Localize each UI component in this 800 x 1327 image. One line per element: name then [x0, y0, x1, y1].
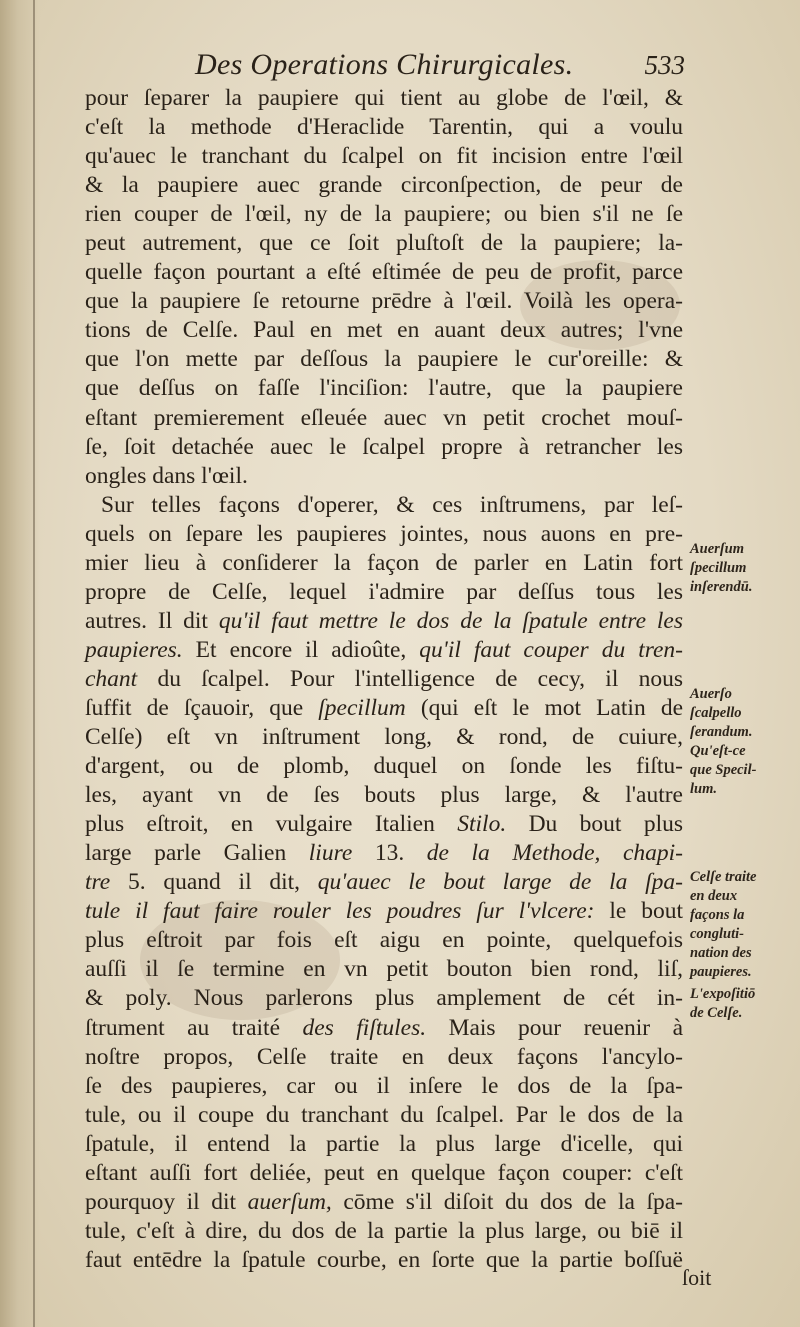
text-segment: les, ayant vn de ſes bouts plus large, & l'autre — [85, 782, 683, 809]
text-segment: eſtant premierement eſleuée auec vn petit crochet mouſ- — [85, 404, 683, 431]
text-segment: tule, c'eſt à dire, du dos de la partie la plus large, ou biē il — [85, 1217, 683, 1244]
margin-note-line: paupieres. — [690, 964, 752, 980]
running-title: Des Operations Chirurgicales. — [195, 48, 574, 81]
main-text-block — [85, 84, 683, 1275]
margin-note-auersum — [690, 540, 800, 597]
text-line — [85, 665, 683, 694]
catchword: ſoit — [682, 1265, 712, 1290]
margin-note-line: nation des — [690, 945, 752, 961]
text-line — [85, 781, 683, 810]
margin-note-line: ſerandum. — [690, 724, 753, 740]
text-line — [85, 84, 683, 113]
italic-segment: Stilo. — [457, 811, 507, 838]
text-segment: d'argent, ou de plomb, duquel on ſonde les fiſtu- — [85, 753, 683, 780]
text-segment: tions de Celſe. Paul en met en auant deux autres; l'vne — [85, 317, 683, 344]
text-segment: 13. — [352, 840, 427, 867]
text-segment: cōme s'il diſoit du dos de la ſpa- — [331, 1188, 683, 1215]
page-edge-line — [33, 0, 35, 1327]
text-segment: plus eſtroit, en vulgaire Italien — [85, 811, 458, 838]
text-segment: rien couper de l'œil, ny de la paupiere; ou bien s'il ne ſe — [85, 201, 683, 228]
italic-segment: liure — [308, 840, 353, 867]
text-line — [85, 578, 683, 607]
text-segment: qu'auec le tranchant du ſcalpel on fit incision entre l'œil — [85, 143, 683, 170]
margin-note-line: lum. — [690, 781, 717, 797]
text-segment: ſpatule, il entend la partie la plus large d'icelle, qui — [85, 1130, 683, 1157]
text-line — [85, 1043, 683, 1072]
text-segment: mier lieu à conſiderer la façon de parler en Latin fort — [85, 549, 683, 576]
text-segment: Sur telles façons d'operer, & ces inſtrumens, par leſ- — [101, 491, 683, 518]
italic-segment: qu'il faut mettre le dos de la ſpatule entre les — [218, 607, 683, 634]
margin-note-line: Auerſo — [690, 686, 732, 702]
text-segment: peut autrement, que ce ſoit pluſtoſt de la paupiere; la- — [85, 230, 683, 257]
margin-note-line: ſcalpello — [690, 705, 742, 721]
text-segment: auſſi il ſe termine en vn petit bouton bien rond, liſ, — [85, 956, 683, 983]
text-line — [85, 1217, 683, 1246]
italic-segment: paupieres. — [85, 636, 183, 663]
text-line — [85, 229, 683, 258]
text-line — [85, 1246, 683, 1275]
text-line — [85, 462, 683, 491]
margin-note-line: L'expoſitiō — [690, 986, 756, 1002]
text-segment: que la paupiere ſe retourne prēdre à l'œil. Voilà les opera- — [85, 288, 683, 315]
italic-segment: des fiſtules. — [302, 1014, 427, 1041]
text-line — [85, 636, 683, 665]
text-line — [85, 374, 683, 403]
text-segment: que deſſus on faſſe l'inciſion: l'autre, que la paupiere — [85, 375, 683, 402]
margin-note-line: inſerendū. — [690, 579, 753, 595]
text-segment: plus eſtroit par fois eſt aigu en pointe, quelquefois — [85, 927, 683, 954]
margin-note-line: Celſe traite — [690, 869, 757, 885]
italic-segment: tule il faut faire rouler les poudres ſur l'vlcere: — [85, 898, 595, 925]
text-line — [85, 897, 683, 926]
text-segment: ſe, ſoit detachée auec le ſcalpel propre à retrancher les — [85, 433, 683, 460]
text-line — [85, 171, 683, 200]
italic-segment: de la Methode, chapi- — [426, 840, 683, 867]
margin-note-line: que Specil- — [690, 762, 757, 778]
text-segment: le bout — [594, 898, 683, 925]
margin-note-line: de Celſe. — [690, 1005, 743, 1021]
italic-segment: qu'auec le bout large de la ſpa- — [317, 869, 683, 896]
italic-segment: qu'il faut couper du tren- — [419, 636, 683, 663]
text-line — [85, 839, 683, 868]
text-segment: pourquoy il dit — [85, 1188, 248, 1215]
margin-note-exposition — [690, 985, 800, 1023]
text-line — [85, 491, 683, 520]
margin-note-line: façons la — [690, 907, 745, 923]
text-line — [85, 345, 683, 374]
italic-segment: tre — [85, 869, 111, 896]
text-line — [85, 984, 683, 1013]
text-segment: ongles dans l'œil. — [85, 462, 248, 489]
margin-note-celse-traite — [690, 868, 800, 982]
text-line — [85, 200, 683, 229]
margin-note-line: en deux — [690, 888, 738, 904]
text-segment: que l'on mette par deſſous la paupiere le cur'oreille: & — [85, 346, 683, 373]
margin-note-auerso-scalpello — [690, 685, 800, 799]
text-segment: 5. quand il dit, — [110, 869, 318, 896]
text-segment: Et encore il adioûte, — [182, 636, 420, 663]
text-segment: pour ſeparer la paupiere qui tient au globe de l'œil, & — [85, 85, 683, 111]
margin-note-line: congluti- — [690, 926, 744, 942]
text-segment: ſuffit de ſçauoir, que — [85, 694, 319, 721]
text-line — [85, 1130, 683, 1159]
text-line — [85, 1188, 683, 1217]
margin-note-line: ſpecillum — [690, 560, 747, 576]
text-line — [85, 1101, 683, 1130]
text-line — [85, 520, 683, 549]
text-line — [85, 752, 683, 781]
text-line — [85, 1014, 683, 1043]
italic-segment: auerſum, — [247, 1188, 332, 1215]
text-segment: c'eſt la methode d'Heraclide Tarentin, qui a voulu — [85, 114, 683, 141]
margin-note-line: Qu'eſt-ce — [690, 743, 746, 759]
text-segment: tule, ou il coupe du tranchant du ſcalpel. Par le dos de la — [85, 1101, 683, 1128]
text-line — [85, 723, 683, 752]
text-line — [85, 258, 683, 287]
text-line — [85, 694, 683, 723]
text-segment: large parle Galien — [85, 840, 309, 867]
text-line — [85, 404, 683, 433]
text-line — [85, 433, 683, 462]
text-line — [85, 868, 683, 897]
text-segment: propre de Celſe, lequel i'admire par deſſus tous les — [85, 578, 683, 605]
text-line — [85, 1159, 683, 1188]
text-segment: faut entēdre la ſpatule courbe, en ſorte que la partie boſſuë — [85, 1246, 683, 1273]
text-segment: ſe des paupieres, car ou il inſere le dos de la ſpa- — [85, 1072, 683, 1099]
text-segment: autres. Il dit — [85, 607, 219, 634]
page-number: 533 — [644, 50, 685, 80]
text-segment: Celſe) eſt vn inſtrument long, & rond, de cuiure, — [85, 724, 683, 751]
margin-note-line: Auerſum — [690, 541, 744, 557]
text-line — [85, 926, 683, 955]
text-line — [85, 287, 683, 316]
text-segment: eſtant auſſi fort deliée, peut en quelque façon couper: c'eſt — [85, 1159, 683, 1186]
text-segment: du ſcalpel. Pour l'intelligence de cecy, il nous — [137, 665, 683, 692]
page-header — [195, 48, 685, 88]
text-line — [85, 549, 683, 578]
text-segment: quels on ſepare les paupieres jointes, nous auons en pre- — [85, 520, 683, 547]
text-line — [85, 113, 683, 142]
text-segment: ſtrument au traité — [85, 1014, 303, 1041]
text-line — [85, 1072, 683, 1101]
text-segment: & la paupiere auec grande circonſpection, de peur de — [85, 172, 683, 199]
text-line — [85, 955, 683, 984]
text-segment: (qui eſt le mot Latin de — [405, 694, 683, 721]
text-segment: noſtre propos, Celſe traite en deux façons l'ancylo- — [85, 1043, 683, 1070]
text-line — [85, 142, 683, 171]
text-line — [85, 316, 683, 345]
text-line — [85, 607, 683, 636]
text-segment: & poly. Nous parlerons plus amplement de cét in- — [85, 985, 683, 1012]
text-segment: Du bout plus — [506, 811, 683, 838]
italic-segment: chant — [85, 665, 138, 692]
text-segment: Mais pour reuenir à — [426, 1014, 684, 1041]
text-line — [85, 810, 683, 839]
italic-segment: ſpecillum — [318, 694, 406, 721]
text-segment: quelle façon pourtant a eſté eſtimée de peu de profit, parce — [85, 259, 683, 286]
